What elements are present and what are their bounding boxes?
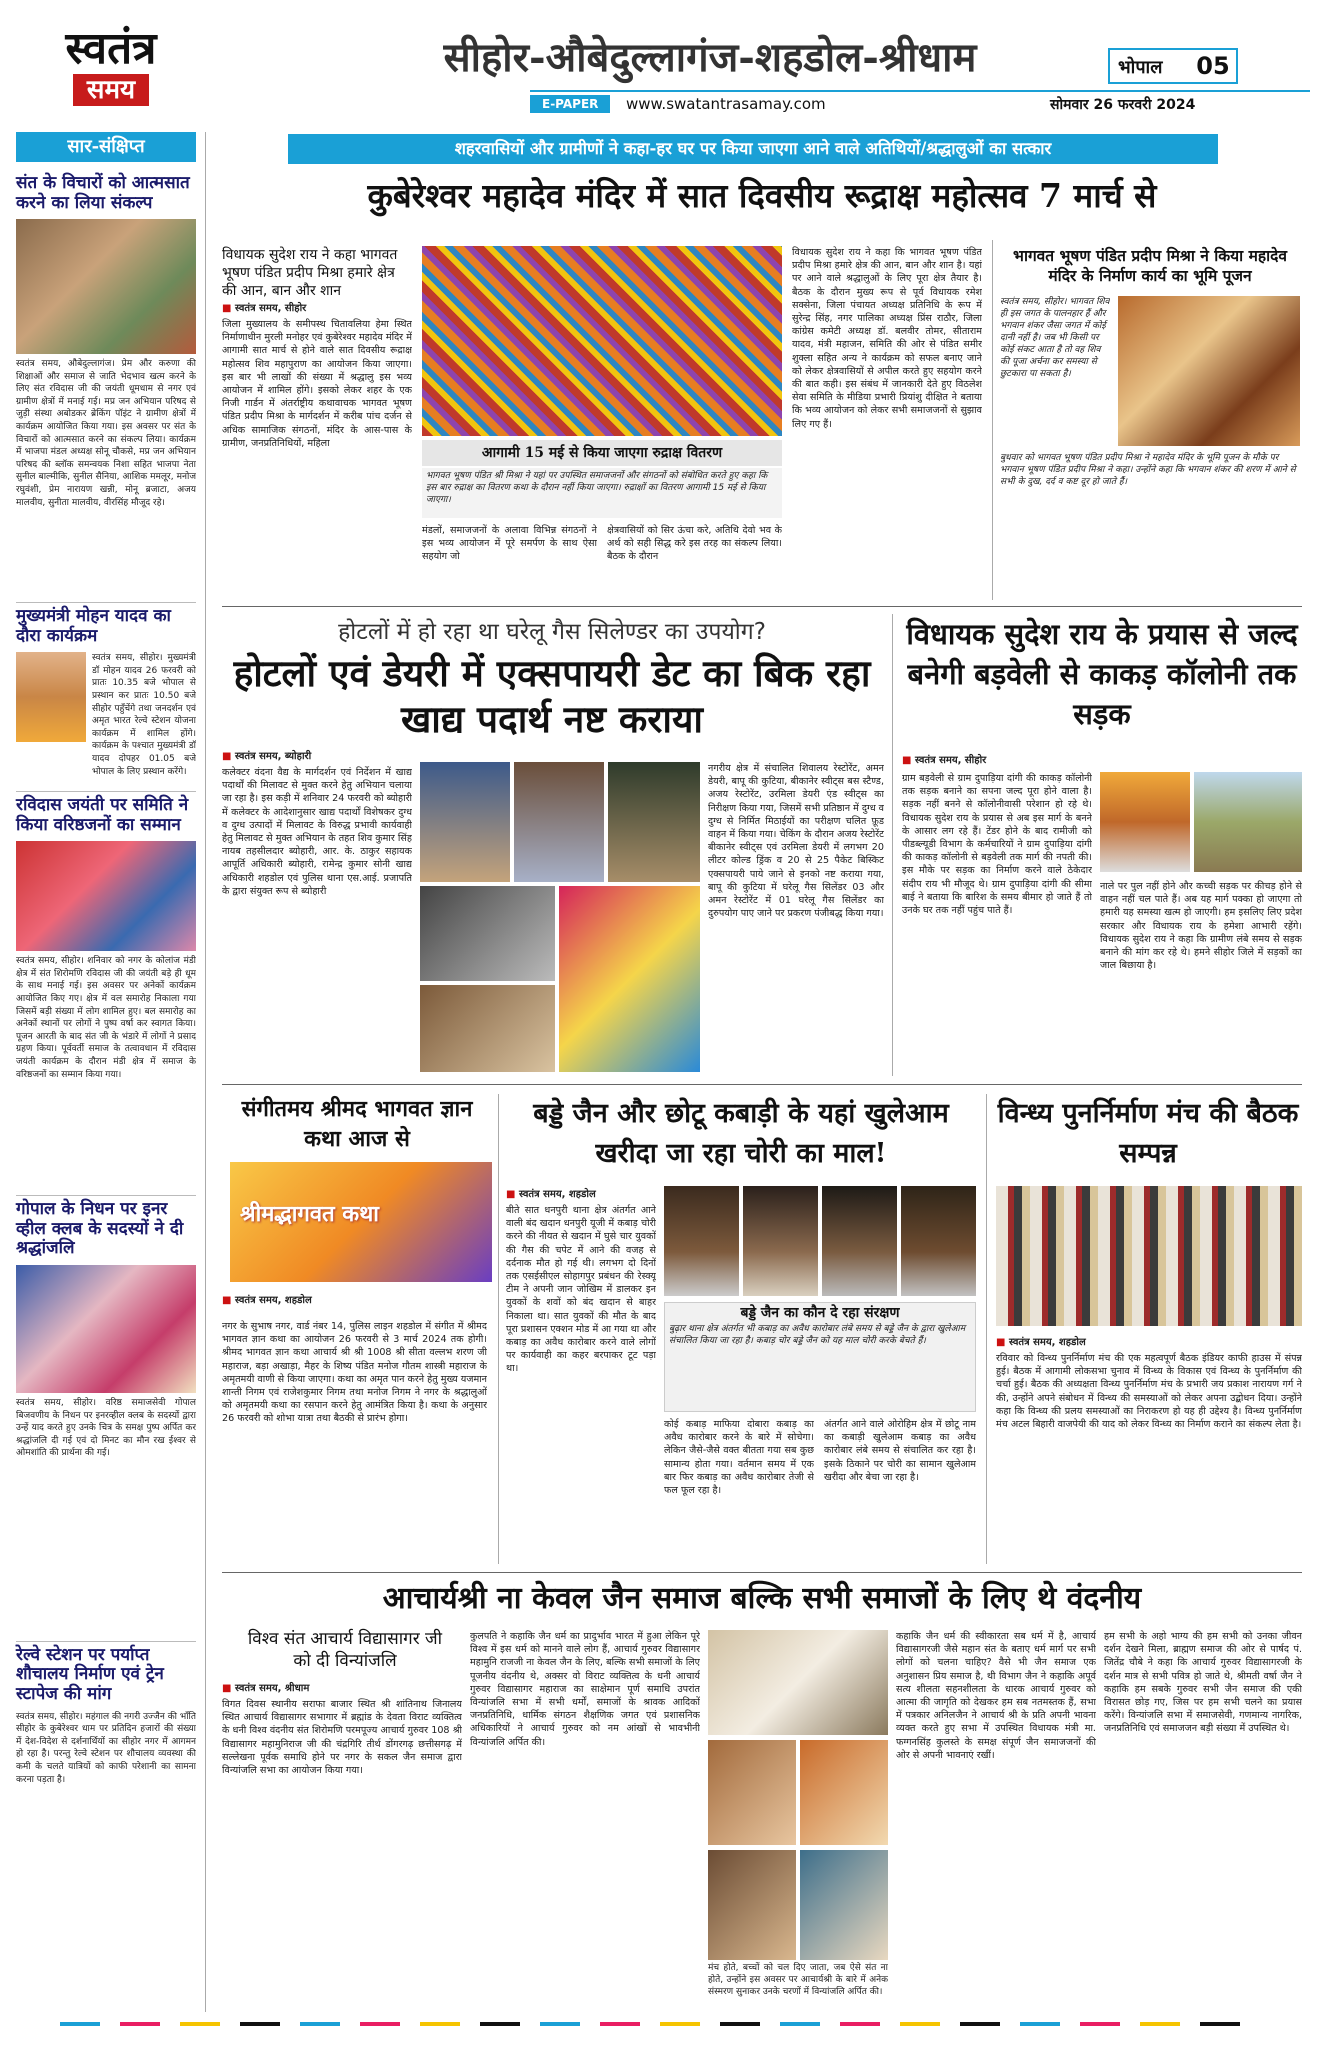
lead-photo [422,246,782,436]
page-number: 05 [1190,50,1236,82]
brief-1-title: संत के विचारों को आत्मसात करने का लिया संकल्प [16,173,190,213]
brief-2-title: मुख्यमंत्री मोहन यादव का दौरा कार्यक्रम [16,606,171,646]
side-headline: भागवत भूषण पंडित प्रदीप मिश्रा ने किया महादेव मंदिर के निर्माण कार्य का भूमि पूजन [1013,246,1287,285]
acharya-headline: आचार्यश्री ना केवल जैन समाज बल्कि सभी समाजों के लिए थे वंदनीय [382,1581,1142,1616]
logo-line-1: स्वतंत्र [65,23,157,74]
logo-line-2: समय [73,74,149,106]
hotel-byline: ■ स्वतंत्र समय, ब्योहारी [222,748,412,762]
lead-photo-title-bar [422,440,782,466]
hotel-kicker: होटलों में हो रहा था घरेलू गैस सिलेण्डर का उपयोग? [338,619,766,645]
jain-col-2: कोई कबाड़ माफिया दोबारा कबाड़ का अवैध कारोबार करने के बारे में सोचेगा। लेकिन जैसे-जैसे वक्त बीतता गया सब कुछ सामान्य होता गया। वर्तमान समय में एक बार फिर कबाड़ का अवैध कारोबार तेजी से फल फूल रहा है। [664,1419,814,1497]
vindhya-byline: ■ स्वतंत्र समय, शहडोल [996,1334,1302,1348]
bhagwat-image [230,1162,492,1282]
acharya-col-3: कहाकि जैन धर्म की स्वीकारता सब धर्म में है, आचार्य विद्यासागरजी जैसे महान संत के बताए धर्म मार्ग पर सभी लोगों को चलना चाहिए? वैसे भी जैन समाज एक अनुशासन प्रिय समाज है, थी विभाग जैन ने कहाकि अपूर्व सत्य शीलता सहनशीलता के धारक आचार्य गुरुवर को आत्मा की जागृति को देखकर हम सब नतमस्तक हैं, सभा में पत्रकार अनिलजैन ने आचार्य श्री के प्रति अपनी भावना व्यक्त करते हुए सभा में उपस्थित विधायक मंत्री मा. फग्गनसिंह कुलस्ते के समक्ष संपूर्ण जैन समाजजनों की ओर से अपनी भावनाएं रखीं। [896,1631,1096,1761]
page-box [1108,48,1238,84]
side-photo [1118,296,1300,446]
lead-col-2b: क्षेत्रवासियों को सिर ऊंचा करे, अतिथि देवो भव के अर्थ को सही सिद्ध करे इस तरह का संकल्प लिया। बैठक के दौरान [607,525,782,563]
lead-headline: कुबेरेश्वर महादेव मंदिर में सात दिवसीय रूद्राक्ष महोत्सव 7 मार्च से [367,176,1157,215]
lead-col-1b: मंडलों, समाजजनों के अलावा विभिन्न संगठनों ने इस भव्य आयोजन में पूरे समर्पण के साथ ऐसा सहयोग जो [422,525,597,563]
jain-box-title: बड्डे जैन का कौन दे रहा संरक्षण [740,1305,900,1321]
lead-col-3: विधायक सुदेश राय ने कहा कि भागवत भूषण पंडित प्रदीप मिश्रा हमारे क्षेत्र की आन, बान और शान है। यहां पर आने वाले श्रद्धालुओं के लिए पूरा क्षेत्र तैयार है। बैठक के दौरान मुख्य रूप से पूर्व विधायक रमेश सक्सेना, जिला पंचायत अध्यक्ष प्रतिनिधि के रूप में सुरेन्द्र सिंह, नगर पालिका अध्यक्ष प्रिंस राठौर, जिला कांग्रेस कमेटी अध्यक्ष डॉ. बलवीर तोमर, सीताराम यादव, मंत्री महाजन, समिति की ओर से पंडित समीर शुक्ला सहित अन्य ने कार्यक्रम को सफल बनाए जाने को लेकर क्षेत्रवासियों से अपील करते हुए सहयोग करने की बात कही। इस संबंध में जानकारी देते हुए विठलेश सेवा समिति के मीडिया प्रभारी प्रियांशु दीक्षित ने बताया कि भव्य आयोजन को लेकर सभी समाजजनों से सुझाव लिए गए हैं। [792,247,982,430]
brief-2-photo [16,652,86,742]
road-byline: ■ स्वतंत्र समय, सीहोर [902,752,1302,766]
side-caption: बुधवार को भागवत भूषण पंडित प्रदीप मिश्रा ने महादेव मंदिर के भूमि पूजन के मौके पर भगवान भूषण पंडित प्रदीप मिश्रा ने कहा। उन्होंने कहा कि भगवान शंकर की शरण में आने से सभी के दुख, दर्द व कष्ट दूर हो जाते हैं। [1000,453,1296,487]
jain-byline: ■ स्वतंत्र समय, शहडोल [506,1186,656,1200]
acharya-photo-caption: मंच होते, बच्चों को चल दिए जाता, जब ऐसे संत ना होते, उन्होंने इस अवसर पर आचार्यश्री के बारे में अनेक संस्मरण सुनाकर उनके चरणों में विन्यांजलि अर्पित की। [708,1963,888,1997]
masthead [0,0,1318,122]
lead-col-1: जिला मुख्यालय के समीपस्थ चितावलिया हेमा स्थित निर्माणाधीन मुरली मनोहर एवं कुबेरेश्वर महादेव मंदिर में आगामी सात मार्च से होने वाले सात दिवसीय रूद्राक्ष महोत्सव शिव महापुराण का आयोजन किया जाएगा। इस बार भी लाखों की संख्या में श्रद्धालु इस भव्य आयोजन में शामिल होंगे। इसको लेकर शहर के एक निजी गार्डन में अंतर्राष्ट्रीय कथावाचक भागवत भूषण पंडित प्रदीप मिश्रा के मार्गदर्शन में करीब पांच दर्जन से अधिक सामाजिक संगठनों, मंदिर के आस-पास के ग्रामीण, जनप्रतिनिधियों, महिला [222,319,412,449]
epaper-strip [530,90,1310,114]
jain-col-1: बीते सात धनपुरी थाना क्षेत्र अंतर्गत आने वाली बंद खदान धनपुरी यूजी में कबाड़ चोरी करने की नीयत से खदान में घुसे चार युवकों की गैस की चपेट में आने की वजह से दर्दनाक मौत हो गई थी। लगभग दो दिनों तक एसईसीएल सोहागपुर प्रबंधन की रेस्क्यू टीम ने अपनी जान जोखिम में डालकर इन युवकों के शवों को बंद खदान से बाहर निकाला था। सात युवकों की मौत के बाद पूरा प्रशासन एक्शन मोड में आ गया था और कबाड़ का अवैध कारोबार करने वाले लोगों पर कार्यवाही का कहर बरपाकर टूट पड़ा था। [506,1205,656,1375]
section-title: सार-संक्षिप्त [16,132,196,162]
brief-3-title: रविदास जयंती पर समिति ने किया वरिष्ठजनों का सम्मान [16,795,189,835]
road-photo-1 [1100,772,1190,872]
brief-5-body: स्वतंत्र समय, सीहोर। महंगाल की नगरी उज्जैन की भाँति सीहोर के कुबेरेश्वर धाम पर प्रतिदिन हजारों की संख्या में देश-विदेश से दर्शनार्थियों का सीहोर नगर में आगमन हो रहा है। परन्तु रेल्वे स्टेशन पर शौचालय व्यवस्था की कमी के चलते यात्रियों को काफी परेशानी का सामना करना पड़ता है। [16,1711,196,1785]
issue-date: सोमवार 26 फरवरी 2024 [1050,97,1196,113]
jain-headline: बड्डे जैन और छोटू कबाड़ी के यहां खुलेआम खरीदा जा रहा चोरी का माल! [533,1098,949,1169]
jain-col-3: अंतर्गत आने वाले ओरोहिम क्षेत्र में छोटू नाम का कबाड़ी खुलेआम कबाड़ का अवैध कारोबार लंबे समय से संचालित कर रहा है। इसके ठिकाने पर चोरी का सामान खुलेआम खरीदा और बेचा जा रहा है। [824,1419,976,1483]
road-photo-2 [1194,772,1302,872]
lead-byline: ■ स्वतंत्र समय, सीहोर [222,300,412,314]
jain-box-text: बुढ़ार थाना क्षेत्र अंतर्गत भी कबाड़ का अवैध कारोबार लंबे समय से बड्डे जैन के द्वारा खुलेआम संचालित किया जा रहा है। कबाड़ चोर बड्डे जैन को यह माल चोरी करके बेचते हैं। [669,1324,966,1346]
acharya-sub: विश्व संत आचार्य विद्यासागर जी को दी विन्यांजलि [247,1629,443,1671]
brief-4-photo [16,1265,196,1393]
vindhya-photo [996,1186,1302,1326]
road-col-2: नाले पर पुल नहीं होने और कच्ची सड़क पर कीचड़ होने से वाहन नहीं चल पाते हैं। अब यह मार्ग पक्का हो जाएगा तो हमारी यह समस्या खत्म हो जाएगी। हम इसलिए लिए प्रदेश सरकार और विधायक राय के हमेशा आभारी रहेंगे। विधायक सुदेश राय ने कहा कि ग्रामीण लंबे समय से सड़क बनाने की मांग कर रहे थे। हमने सीहोर जिले में सड़कों का जाल बिछाया है। [1100,881,1302,972]
epaper-label: E-PAPER [530,95,610,113]
bhagwat-image-text: श्रीमद्भागवत कथा [240,1201,379,1227]
edition-names: सीहोर-औबेदुल्लागंज-शहडोल-श्रीधाम [443,34,977,81]
hotel-col-2: नगरीय क्षेत्र में संचालित शिवालय रेस्टोरेंट, अमन डेयरी, बापू की कुटिया, बीकानेर स्वीट्स बस स्टैण्ड, अजय रेस्टोरेंट, उरमिला डेयरी एंड स्वीट्स का निरीक्षण किया गया, जिसमें सभी प्रतिष्ठान में दुग्ध व दुग्ध से निर्मित मिठाईयों का परीक्षण चलित फ़ूड वाहन में किया गया। चेकिंग के दौरान अजय रेस्टोरेंट बीकानेर स्वीट्स एवं उरमिला डेयरी में लगभग 20 लीटर कोल्ड ड्रिंक व 20 से 25 पैकेट बिस्किट एक्सपायरी पाये जाने से इनको नष्ट कराया गया, बापू की कुटिया में घरेलू गैस सिलेंडर 03 और अमन रेस्टोरेंट में 01 घरेलू गैस सिलेंडर का दुरुपयोग पाए जाने पर प्रकरण पंजीबद्ध किया गया। [708,763,884,920]
side-text: स्वतंत्र समय, सीहोर। भागवत शिव ही इस जगत के पालनहार हैं और भगवान शंकर जैसा जगत में कोई दानी नहीं है। जब भी किसी पर कोई संकट आता है तो वह शिव की पूजा अर्चना कर समस्या से छुटकारा पा सकता है। [1000,297,1110,379]
lead-intro: विधायक सुदेश राय ने कहा भागवत भूषण पंडित प्रदीप मिश्रा हमारे क्षेत्र की आन, बान और शान [222,247,398,299]
left-column [16,132,196,2012]
brief-4-body: स्वतंत्र समय, सीहोर। वरिष्ठ समाजसेवी गोपाल बिजवणीय के निधन पर इनरव्हील क्लब के सदस्यों द्वारा उन्हें याद करते हुए उनके चित्र के समक्ष पुष्प अर्पित कर श्रद्धांजलि दी गई एवं दो मिनट का मौन रख ईश्वर से ओमशांति की प्रार्थना की गई। [16,1397,196,1459]
lead-photo-caption: भागवत भूषण पंडित श्री मिश्रा ने यहां पर उपस्थित समाजजनों और संगठनों को संबोधित करते हुए कहा कि इस बार रुद्राक्ष का वितरण कथा के दौरान नहीं किया जाएगा। रुद्राक्षों का वितरण आगामी 15 मई से किया जाएगा। [422,468,782,518]
bhagwat-col-1: नगर के सुभाष नगर, वार्ड नंबर 14, पुलिस लाइन शहडोल में संगीत में श्रीमद भागवत ज्ञान कथा का आयोजन 26 फरवरी से 3 मार्च 2024 तक होगी। श्रीमद भागवत ज्ञान कथा आचार्य श्री श्री 1008 श्री सीता वल्लभ शरण जी महाराज, बड़ा अखाड़ा, मैहर के शिष्य पंडित मनोज गौतम शास्त्री महाराज के अमृतमयी वाणी से किया जाएगा। कथा का अमृत पान करने हेतु मुख्य यजमान शान्ती निगम एवं राजेशकुमार निगम तथा मनोज निगम ने नगर के श्रद्धालुओं को अमृतमयी कथा का रसपान करने हेतु आमंत्रित किया है। कथा के अनुसार 26 फरवरी को शोभा यात्रा तथा बैठकी से प्रारंभ होगा। [222,1321,487,1425]
website-link[interactable]: www.swatantrasamay.com [626,95,826,113]
brief-3-photo [16,841,196,951]
hotel-photos [420,762,700,1072]
city-label: भोपाल [1118,57,1163,78]
lead-photo-title: आगामी 15 मई से किया जाएगा रुद्राक्ष वितरण [481,445,723,461]
jain-box [664,1302,976,1412]
brief-4-title: गोपाल के निधन पर इनर व्हील क्लब के सदस्यों ने दी श्रद्धांजलि [16,1199,184,1259]
acharya-col-1: विगत दिवस स्थानीय सराफा बाजार स्थित श्री शांतिनाथ जिनालय स्थित आचार्य विद्यासागर सभागार में ब्रह्मांड के देवता विराट व्यक्तित्व के धनी विश्व वंदनीय संत शिरोमणि परमपूज्य आचार्य गुरुवर 108 श्री विद्यासागर महामुनिराज जी की चंद्रगिरि तीर्थ डोंगरगढ़ छत्तीसगढ़ में सल्लेखना पूर्वक समाधि होने पर नगर के सकल जैन समाज द्वारा विन्यांजलि सभा का आयोजन किया गया। [222,1699,462,1777]
top-banner [288,134,1218,164]
brief-2-body: स्वतंत्र समय, सीहोर। मुख्यमंत्री डॉ मोहन यादव 26 फरवरी को प्रातः 10.35 बजे भोपाल से प्रस्थान कर प्रातः 10.50 बजे सीहोर पहुँचेंगे तथा जनदर्शन एवं अमृत भारत रेल्वे स्टेशन योजना कार्यक्रम में शामिल होंगे। कार्यक्रम के पश्चात मुख्यमंत्री डॉ यादव दोपहर 01.05 बजे भोपाल के लिए प्रस्थान करेंगे। [92,653,196,777]
acharya-byline: ■ स्वतंत्र समय, श्रीधाम [222,1680,462,1694]
bhagwat-headline: संगीतमय श्रीमद भागवत ज्ञान कथा आज से [241,1096,473,1152]
bottom-strip [60,2022,1260,2026]
hotel-headline: होटलों एवं डेयरी में एक्सपायरी डेट का बिक रहा खाद्य पदार्थ नष्ट कराया [233,651,871,741]
bhagwat-byline: ■ स्वतंत्र समय, शहडोल [222,1292,492,1306]
vindhya-body: रविवार को विन्ध्य पुनर्निर्माण मंच की एक महत्वपूर्ण बैठक इंडियर काफी हाउस में संपन्न हुई। बैठक में आगामी लोकसभा चुनाव में विन्ध्य के विकास एवं विन्ध्य के पुनर्निर्माण की चर्चा हुई। बैठक की अध्यक्षता विन्ध्य पुनर्निर्माण मंच के प्रभारी जय प्रकाश नारायण गर्ग ने की, उन्होंने अपने संबोधन में विन्ध्य की समस्याओं को लेकर अपना उद्बोधन दिया। उन्होंने कहा कि विन्ध्य की प्रलय समस्याओं का निराकरण हो यह ही उद्देश्य है। विन्ध्य पुनर्निर्माण मंच अटल बिहारी वाजपेयी की याद को लेकर विन्ध्य का निर्माण कराने का संकल्प लेता है। [996,1353,1302,1431]
road-col-1: ग्राम बड़वेली से ग्राम दुपाड़िया दांगी की काकड़ कॉलोनी तक सड़क बनाने का सपना जल्द पूरा होने वाला है। सड़क नहीं बनने से कॉलोनीवासी परेशान हो रहे थे। विधायक सुदेश राय के प्रयास से अब इस मार्ग के बनने के आसार लग रहे हैं। टेंडर होने के बाद रामीजी को पीडब्ल्यूडी विभाग के कर्मचारियों ने ग्राम दुपाड़िया दांगी की काकड़ कॉलोनी से बड़वेली तक मार्ग की नपती की। इस मौके पर सड़क का निर्माण करने वाले ठेकेदार संदीप राय भी मौजूद थे। ग्राम दुपाड़िया दांगी की सीमा बाई ने बताया कि बारिश के समय बीमार हो जाते हैं तो उनके घर तक नहीं पहुंच पाते हैं। [902,773,1092,917]
acharya-col-4: हम सभी के अहो भाग्य की हम सभी को उनका जीवन दर्शन देखने मिला, ब्राह्मण समाज की ओर से पार्षद पं. जितेंद्र चौबे ने कहा कि आचार्य गुरुवर विद्यासागरजी के दर्शन मात्र से सभी पवित्र हो जाते थे, श्रीमती वर्षा जैन ने कहाकि हम सबके गुरुवर सभी जैन समाज की एकी विरासत छोड़ गए, जिस पर हम सभी चलने का प्रयास करेंगे। विन्यांजलि सभा में समाजसेवी, गणमान्य नागरिक, जनप्रतिनिधि एवं समाजजन बड़ी संख्या में उपस्थित थे। [1104,1631,1302,1735]
brief-1-body: स्वतंत्र समय, औबेदुल्लागंज। प्रेम और करुणा की शिक्षाओं और समाज से जाति भेदभाव खत्म करने के लिए संत रविदास जी की जयंती धूमधाम से नगर एवं ग्रामीण क्षेत्रों में मनाई गई। मप्र जन अभियान परिषद से जुड़ी संस्था अबोडकर ब्रेकिंग पॉइंट ने ग्रामीण क्षेत्रों में कार्यक्रम आयोजित किया गया। इस अवसर पर संत के विचारों को आत्मसात करने का संकल्प लिया। कार्यक्रम में भाजपा मंडल अध्यक्ष सोनू चौकसे, मप्र जन अभियान परिषद की ब्लॉक समन्वयक निशा सहित भाजपा नेता सुनील बाल्मीकि, सुनील सैनिया, आशिक ममलूर, मनोज रघुवंशी, प्रेम नारायण खन्नी, मोनू ब्रजाटा, अजय मालवीय, सुनीता मालवीय, वीरसिंह मौजूद रहे। [16,359,196,508]
acharya-photos [708,1630,888,1960]
vindhya-headline: विन्ध्य पुनर्निर्माण मंच की बैठक सम्पन्न [997,1098,1299,1169]
brief-1-photo [16,219,196,354]
brief-3-body: स्वतंत्र समय, सीहोर। शनिवार को नगर के कोलांज मंडी क्षेत्र में संत शिरोमणि रविदास जी की जयंती बड़े ही धूम के साथ मनाई गई। इस अवसर पर अनेकों कार्यक्रम आयोजित किए गए। क्षेत्र में वल समारोह निकाला गया जिसमें बड़ी संख्या में लोग शामिल हुए। बल समारोह का अनेकों स्थानों पर लोगों ने पुष्प वर्षा कर स्वागत किया। पूजन आरती के बाद संत जी के भंडारे में लोगों ने प्रसाद ग्रहण किया। पूर्ववर्ती समाज के तत्वावधान में रविदास जयंती कार्यक्रम के दौरान मंडी क्षेत्र में समाज के वरिष्ठजनों का सम्मान किया गया। [16,956,196,1080]
banner-text: शहरवासियों और ग्रामीणों ने कहा-हर घर पर किया जाएगा आने वाले अतिथियों/श्रद्धालुओं का सत्कार [454,139,1052,158]
road-headline: विधायक सुदेश राय के प्रयास से जल्द बनेगी बड़वेली से काकड़ कॉलोनी तक सड़क [906,617,1298,731]
jain-photos [664,1186,976,1296]
logo [36,24,186,114]
hotel-col-1: कलेक्टर वंदना वैद्य के मार्गदर्शन एवं निर्देशन में खाद्य पदार्थों की मिलावट से मुक्त करने हेतु अभियान चलाया जा रहा है। इस कड़ी में शनिवार 24 फरवरी को ब्योहारी में कलेक्टर के आदेशानुसार खाद्य पदार्थों विशेषकर दुग्ध व दुग्ध उत्पादों में मिलावट के विरुद्ध प्रभावी कार्यवाही हेतु मिलावट से मुक्त अभियान के तहत शिव कुमार सिंह नायब तहसीलदार ब्योहारी, आर. के. ठाकुर सहायक आपूर्ति अधिकारी ब्योहारी, रामेन्द्र कुमार सोनी खाद्य अधिकारी शहडोल एवं पुलिस थाना एस.आई. प्रजापति के द्वारा संयुक्त रूप से ब्योहारी [222,767,412,897]
acharya-col-2: कुलपति ने कहाकि जैन धर्म का प्रादुर्भाव भारत में हुआ लेकिन पूरे विश्व में इस धर्म को मानने वाले लोग हैं, आचार्य गुरुवर विद्यासागर महामुनि राजजी ना केवल जैन के लिए, बल्कि सभी समाजों के लिए पूजनीय वंदनीय थे, अक्सर वो विराट व्यक्तित्व के धनी आचार्य गुरुवर विद्यासागर महाराज का साक्षेमान पूर्ण समाधि उपरांत विन्यांजलि सभा में सभी धर्मों, समाजों के श्रावक आदिकों जनप्रतिनिधि, धार्मिक संगठन शैक्षणिक जगत एवं प्रशासनिक अधिकारियों ने आचार्य गुरुवर को नम आंखों से भावभीनी विन्यांजलि अर्पित की। [470,1631,700,1748]
brief-5-title: रेल्वे स्टेशन पर पर्याप्त शौचालय निर्माण एवं ट्रेन स्टापेज की मांग [16,1644,164,1705]
